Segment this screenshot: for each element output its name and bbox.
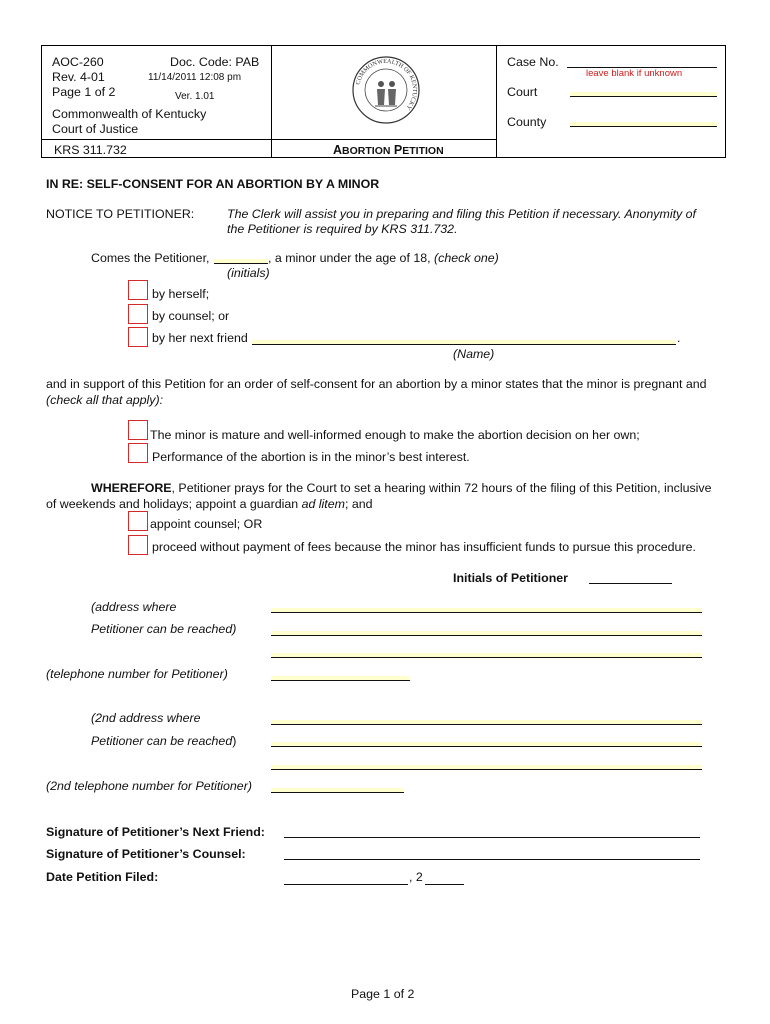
statute-reference: KRS 311.732 — [54, 143, 127, 157]
county-label: County — [507, 115, 547, 129]
option-by-herself: by herself; — [152, 287, 210, 301]
checkbox-no-fees[interactable] — [128, 535, 148, 555]
comes-suffix: , a minor under the age of 18, (check one) — [268, 251, 499, 265]
form-revision: Rev. 4-01 — [52, 70, 105, 84]
seal-text: COMMONWEALTH OF KENTUCKY — [354, 57, 419, 112]
address-field-1[interactable] — [271, 612, 702, 613]
comes-prefix: Comes the Petitioner, — [91, 251, 210, 265]
checkbox-by-herself[interactable] — [128, 280, 148, 300]
date-filed-field[interactable] — [284, 884, 408, 885]
doc-code: Doc. Code: PAB — [170, 55, 260, 69]
jurisdiction-line-1: Commonwealth of Kentucky — [52, 107, 207, 121]
notice-line-1: The Clerk will assist you in preparing and filing this Petition if necessary. Anonymity of — [227, 207, 696, 221]
next-friend-period: . — [677, 331, 681, 345]
checkbox-best-interest[interactable] — [128, 443, 148, 463]
next-friend-name-field[interactable] — [252, 344, 676, 345]
date-year-field[interactable] — [425, 884, 464, 885]
date-separator: , 2 — [409, 870, 423, 884]
telephone2-label: (2nd telephone number for Petitioner) — [46, 779, 252, 793]
jurisdiction-line-2: Court of Justice — [52, 122, 139, 136]
address2-label-line-1: (2nd address where — [91, 711, 201, 725]
telephone-field[interactable] — [271, 680, 410, 681]
court-field[interactable] — [570, 96, 717, 97]
support-line-1: and in support of this Petition for an order of self-consent for an abortion by a minor states that the minor is pregnant and — [46, 377, 707, 391]
form-timestamp: 11/14/2011 12:08 pm — [148, 72, 242, 83]
address-label-line-1: (address where — [91, 600, 177, 614]
notice-label: NOTICE TO PETITIONER: — [46, 207, 195, 221]
petitioner-initials-field[interactable] — [214, 263, 268, 264]
initials-of-petitioner-field[interactable] — [589, 583, 672, 584]
option-appoint-counsel: appoint counsel; OR — [150, 517, 263, 531]
notice-line-2: the Petitioner is required by KRS 311.732. — [227, 222, 458, 236]
county-field[interactable] — [570, 126, 717, 127]
sig-counsel-field[interactable] — [284, 859, 700, 860]
page-of: Page 1 of 2 — [52, 85, 116, 99]
option-no-fees: proceed without payment of fees because the minor has insufficient funds to pursue this procedure. — [152, 540, 696, 554]
form-version: Ver. 1.01 — [175, 91, 215, 102]
wherefore-line-2: of weekends and holidays; appoint a guardian ad litem; and — [46, 497, 373, 511]
address2-field-1[interactable] — [271, 724, 702, 725]
header-divider-left — [271, 45, 272, 157]
option-by-counsel: by counsel; or — [152, 309, 230, 323]
page-footer: Page 1 of 2 — [351, 987, 415, 1001]
case-no-hint: leave blank if unknown — [586, 68, 683, 79]
sig-next-friend-field[interactable] — [284, 837, 700, 838]
address-label-line-2: Petitioner can be reached) — [91, 622, 237, 636]
kentucky-seal — [351, 55, 421, 125]
sig-counsel-label: Signature of Petitioner’s Counsel: — [46, 847, 246, 861]
statement-mature: The minor is mature and well-informed enough to make the abortion decision on her own; — [150, 428, 640, 442]
checkbox-by-counsel[interactable] — [128, 304, 148, 324]
address-field-3[interactable] — [271, 657, 702, 658]
header-divider-right — [496, 45, 497, 157]
option-by-next-friend: by her next friend — [152, 331, 248, 345]
form-number: AOC-260 — [52, 55, 104, 69]
case-no-label: Case No. — [507, 55, 559, 69]
wherefore-line-1: WHEREFORE, Petitioner prays for the Court to set a hearing within 72 hours of the filing of this Petition, inclusive — [91, 481, 712, 495]
initials-of-petitioner-label: Initials of Petitioner — [453, 571, 568, 585]
checkbox-appoint-counsel[interactable] — [128, 511, 148, 531]
header-divider-bottom — [41, 139, 497, 140]
telephone-label: (telephone number for Petitioner) — [46, 667, 228, 681]
initials-caption: (initials) — [227, 266, 270, 280]
address2-field-2[interactable] — [271, 746, 702, 747]
statement-best-interest: Performance of the abortion is in the minor’s best interest. — [152, 450, 470, 464]
address-field-2[interactable] — [271, 635, 702, 636]
support-line-2: (check all that apply): — [46, 393, 164, 407]
name-caption: (Name) — [453, 347, 495, 361]
checkbox-by-next-friend[interactable] — [128, 327, 148, 347]
sig-next-friend-label: Signature of Petitioner’s Next Friend: — [46, 825, 265, 839]
address2-field-3[interactable] — [271, 769, 702, 770]
court-label: Court — [507, 85, 538, 99]
form-title: ABORTION PETITION — [333, 143, 444, 157]
address2-label-line-2: Petitioner can be reached) — [91, 734, 237, 748]
checkbox-mature[interactable] — [128, 420, 148, 440]
telephone2-field[interactable] — [271, 792, 404, 793]
in-re-heading: IN RE: SELF-CONSENT FOR AN ABORTION BY A MINOR — [46, 177, 380, 191]
date-filed-label: Date Petition Filed: — [46, 870, 159, 884]
